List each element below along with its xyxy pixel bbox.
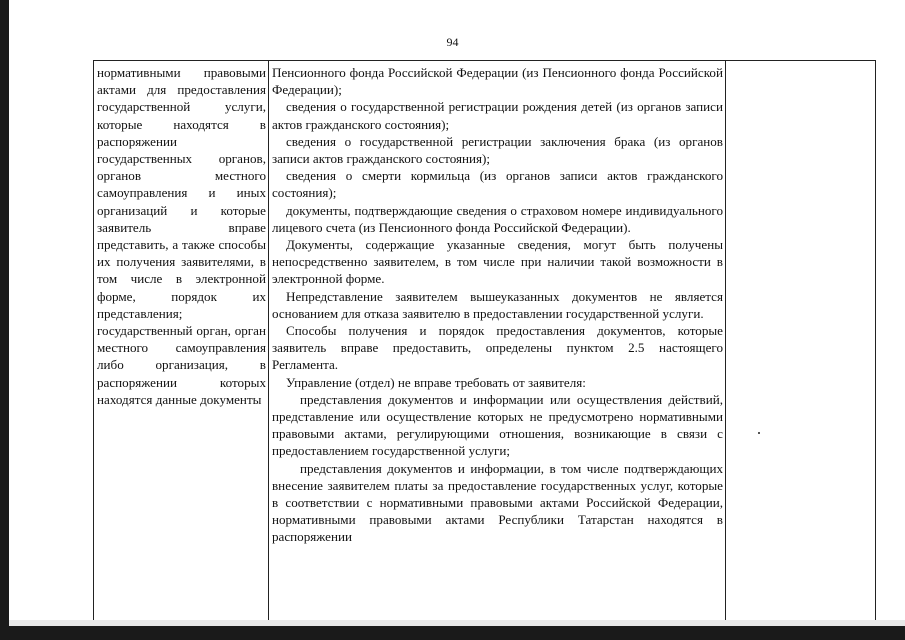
table-top-border xyxy=(93,60,876,61)
table-divider-2 xyxy=(725,60,726,620)
paragraph: Непредставление заявителем вышеуказанных документов не является основанием для отказа заявителю в предоставлении государственной услуги. xyxy=(272,288,723,321)
paragraph: документы, подтверждающие сведения о страховом номере индивидуального лицевого счета (из Пенсионного фонда Российской Федерации). xyxy=(272,202,723,235)
paragraph: Документы, содержащие указанные сведения, могут быть получены непосредственно заявителем, в том числе при наличии такой возможности в электронной форме. xyxy=(272,237,723,287)
paragraph: сведения о государственной регистрации рождения детей (из органов записи актов гражданского состояния); xyxy=(272,99,723,132)
table-divider-1 xyxy=(268,60,269,620)
table-right-border xyxy=(875,60,876,620)
middle-column-cell xyxy=(272,64,723,546)
left-column-cell xyxy=(97,64,266,408)
page-number: 94 xyxy=(446,35,459,49)
paragraph: представления документов и информации или осуществления действий, представление или осуществление которых не предусмотрено нормативными правовыми актами, регулирующими отношения, возникающие в связи с предоставлением государственной услуги; xyxy=(272,391,723,459)
paragraph: Управление (отдел) не вправе требовать от заявителя: xyxy=(286,374,586,390)
paragraph: Пенсионного фонда Российской Федерации (из Пенсионного фонда Российской Федерации); xyxy=(272,65,723,98)
left-column-text: нормативными правовыми актами для предоставления государственной услуги, которые находятся в распоряжении государственных органов, органов местного самоуправления и иных организаций и которые заявитель вправе представить, а также способы их получения заявителями, в том числе в электронной форме, порядок их представления; государственный орган, орган местного самоуправления либо организация, в распоряжении которых находятся данные документы xyxy=(97,65,266,407)
paragraph: представления документов и информации, в том числе подтверждающих внесение заявителем платы за предоставление государственных услуг, которые в соответствии с нормативными правовыми актами Российской Федерации, нормативными правовыми актами Республики Татарстан находятся в распоряжении xyxy=(272,460,723,545)
scan-speck xyxy=(758,432,760,434)
paragraph: сведения о государственной регистрации заключения брака (из органов записи актов гражданского состояния); xyxy=(272,133,723,167)
scan-left-edge xyxy=(0,0,9,640)
scan-bottom-edge xyxy=(0,626,905,640)
paragraph: сведения о смерти кормильца (из органов записи актов гражданского состояния); xyxy=(272,168,723,201)
table-left-border xyxy=(93,60,94,620)
paragraph: Способы получения и порядок предоставления документов, которые заявитель вправе предоставить, определены пунктом 2.5 настоящего Регламента. xyxy=(272,323,723,373)
